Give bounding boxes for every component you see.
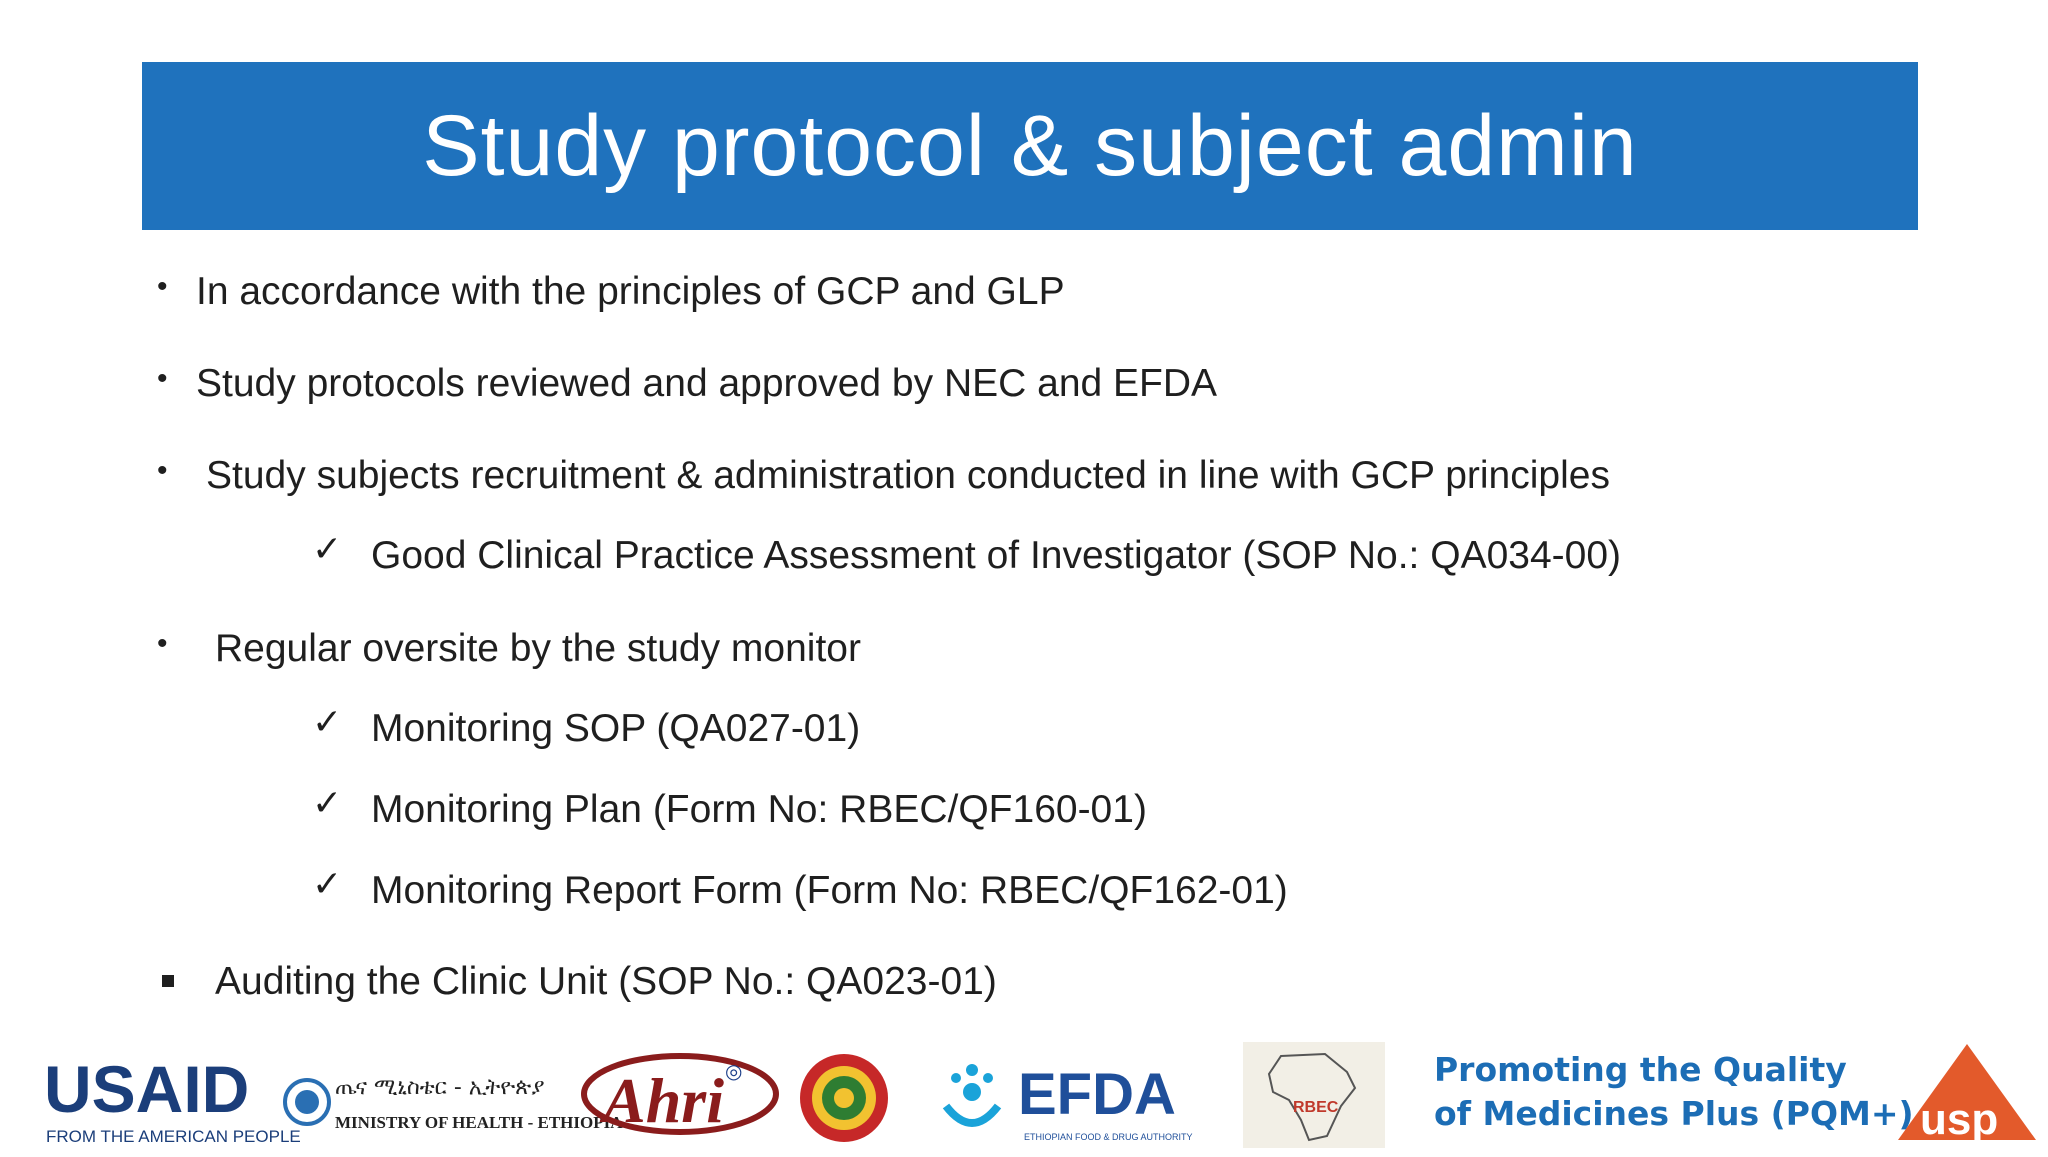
- efda-wordmark: EFDA: [1018, 1062, 1176, 1127]
- pqm-line2: of Medicines Plus (PQM+): [1434, 1094, 1914, 1133]
- efda-tagline: ETHIOPIAN FOOD & DRUG AUTHORITY: [1024, 1132, 1193, 1142]
- rbec-logo-graphic: [1243, 1042, 1385, 1148]
- bullet-text: Study subjects recruitment & administration conducted in line with GCP principles: [206, 454, 1610, 497]
- moh-emblem-core-icon: [295, 1090, 319, 1114]
- ahri-logo-graphic: [575, 1038, 787, 1152]
- efda-logo-graphic: [938, 1048, 1196, 1148]
- usaid-tagline: FROM THE AMERICAN PEOPLE: [46, 1127, 301, 1146]
- usp-logo-graphic: [1892, 1040, 2042, 1150]
- usaid-logo: [44, 1050, 301, 1150]
- efda-logo: [938, 1048, 1196, 1148]
- moh-logo-graphic: [283, 1052, 623, 1148]
- usaid-logo-graphic: [44, 1050, 301, 1150]
- university-seal-logo: [796, 1050, 892, 1146]
- checkmark-icon: ✓: [312, 702, 343, 743]
- usp-wordmark: usp: [1920, 1095, 1999, 1144]
- sub-bullet-text: Good Clinical Practice Assessment of Investigator (SOP No.: QA034-00): [371, 534, 1621, 577]
- rbec-wordmark: RBEC: [1293, 1099, 1339, 1116]
- bullet-text: Auditing the Clinic Unit (SOP No.: QA023-01): [215, 960, 997, 1003]
- moh-amharic: ጤና ሚኒስቴር - ኢትዮጵያ: [335, 1075, 545, 1100]
- rbec-logo: [1243, 1042, 1385, 1148]
- usp-logo: [1892, 1040, 2042, 1150]
- usaid-wordmark: USAID: [44, 1052, 250, 1126]
- bullet-text: In accordance with the principles of GCP and GLP: [196, 270, 1065, 313]
- bullet-dot-icon: •: [157, 362, 168, 395]
- moh-english: MINISTRY OF HEALTH - ETHIOPIA: [335, 1113, 623, 1132]
- checkmark-icon: ✓: [312, 864, 343, 905]
- checkmark-icon: ✓: [312, 783, 343, 824]
- moh-logo: [283, 1052, 623, 1148]
- bullet-dot-icon: •: [157, 454, 168, 487]
- efda-person-icon: [963, 1083, 981, 1101]
- sub-bullet-text: Monitoring Plan (Form No: RBEC/QF160-01): [371, 788, 1147, 831]
- pqm-logo: [1434, 1048, 1914, 1138]
- bullet-dot-icon: •: [157, 627, 168, 660]
- sub-bullet-text: Monitoring SOP (QA027-01): [371, 707, 861, 750]
- ahri-wordmark: Ahri: [603, 1065, 724, 1136]
- title-banner: [142, 62, 1918, 230]
- africa-map-icon: [1269, 1054, 1355, 1140]
- square-bullet-icon: [162, 975, 174, 987]
- partner-logos: [0, 1030, 2048, 1152]
- checkmark-icon: ✓: [312, 529, 343, 570]
- university-seal-graphic: [796, 1050, 892, 1146]
- pqm-line1: Promoting the Quality: [1434, 1050, 1847, 1089]
- bullet-text: Study protocols reviewed and approved by NEC and EFDA: [196, 362, 1218, 405]
- bullet-text: Regular oversite by the study monitor: [215, 627, 861, 670]
- slide-title: Study protocol & subject admin: [422, 97, 1638, 194]
- sub-bullet-text: Monitoring Report Form (Form No: RBEC/QF162-01): [371, 869, 1288, 912]
- ahri-globe-icon: ◎: [725, 1061, 743, 1083]
- bullet-dot-icon: •: [157, 270, 168, 303]
- ahri-logo: [575, 1038, 787, 1152]
